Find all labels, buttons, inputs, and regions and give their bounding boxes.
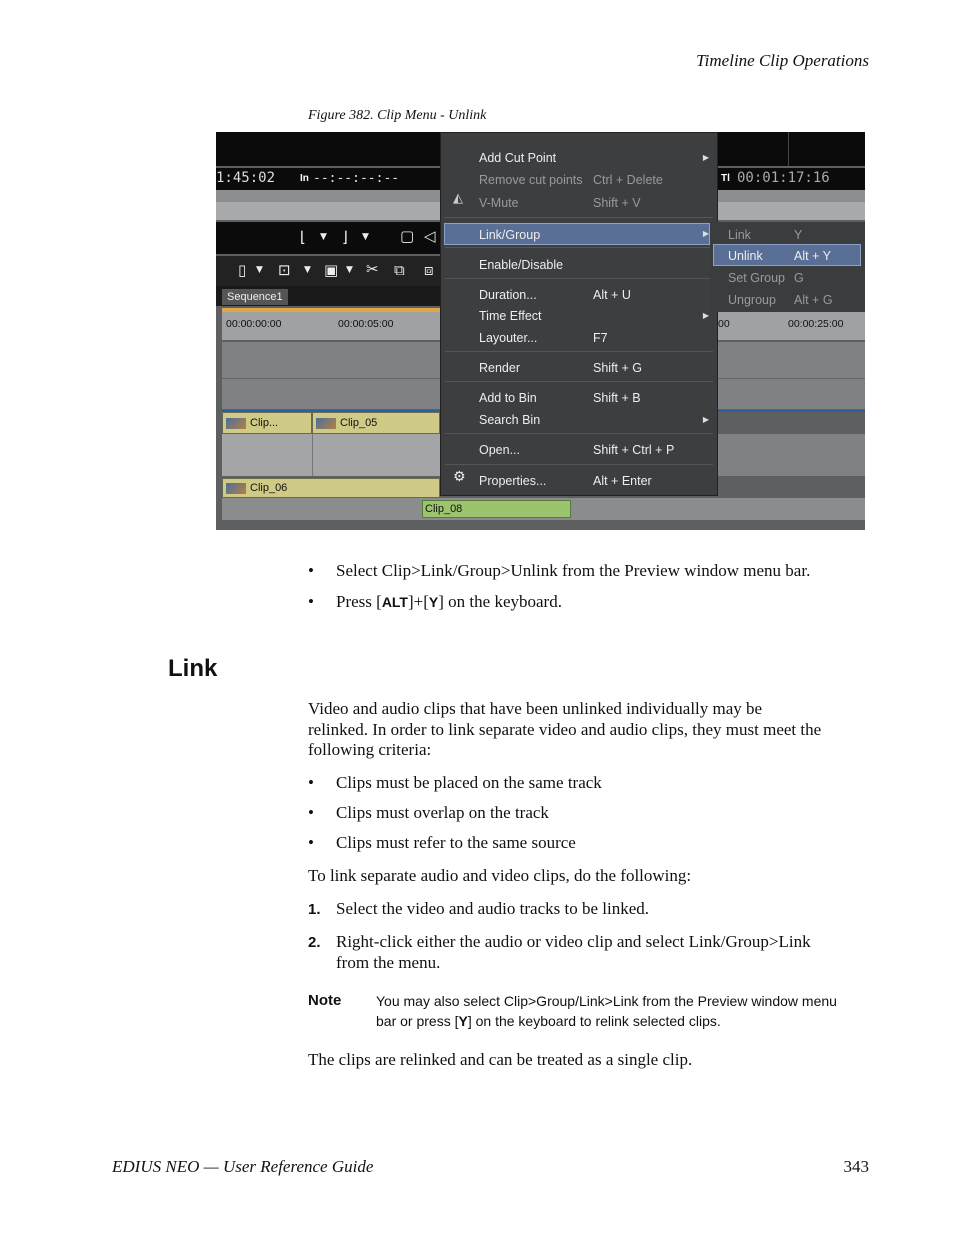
tab-sequence1[interactable]: Sequence1 — [222, 289, 288, 305]
menu-item-link-group[interactable]: Link/Group — [479, 228, 541, 242]
paste-icon[interactable]: ⧈ — [424, 261, 434, 279]
ruler-label: 00:00:00:00 — [226, 318, 282, 330]
rewind-icon[interactable]: ◁ — [424, 227, 436, 245]
shortcut: Alt + Enter — [593, 474, 652, 488]
running-header: Timeline Clip Operations — [696, 51, 869, 70]
menu-item-add-cut-point[interactable]: Add Cut Point — [479, 151, 557, 165]
submenu-arrow-icon: ▶ — [702, 311, 709, 320]
clip-thumbnail — [226, 418, 246, 429]
shortcut: Y — [794, 228, 803, 242]
dropdown-icon[interactable]: ▼ — [304, 265, 311, 275]
menu-item-time-effect[interactable]: Time Effect — [479, 309, 542, 323]
dropdown-icon[interactable]: ▼ — [346, 265, 353, 275]
clip-body — [222, 434, 441, 476]
total-timecode: 00:01:17:16 — [737, 170, 830, 186]
link-group-submenu — [710, 222, 865, 312]
clip-context-menu — [440, 132, 718, 496]
submenu-item-link[interactable]: Link — [728, 228, 751, 242]
shortcut: Alt + U — [593, 288, 631, 302]
note-label: Note — [308, 992, 342, 1009]
shortcut: Shift + Ctrl + P — [593, 443, 675, 457]
shortcut: Shift + V — [593, 196, 641, 210]
dropdown-icon[interactable]: ▼ — [320, 232, 327, 242]
clip-thumbnail — [226, 483, 246, 494]
menu-item-open[interactable]: Open... — [479, 443, 520, 457]
mark-out-icon[interactable]: ⌋ — [342, 228, 348, 246]
shortcut: Shift + G — [593, 361, 642, 375]
footer-guide-title: EDIUS NEO — User Reference Guide — [112, 1157, 374, 1176]
menu-item-enable-disable[interactable]: Enable/Disable — [479, 258, 564, 272]
steps-intro: To link separate audio and video clips, do the following: — [308, 866, 692, 885]
submenu-arrow-icon: ▶ — [702, 153, 709, 162]
shortcut: Shift + B — [593, 391, 641, 405]
clip[interactable]: Clip... — [222, 412, 312, 434]
shortcut: G — [794, 271, 804, 285]
save-icon[interactable]: ▣ — [324, 261, 339, 279]
section-heading: Link — [168, 655, 218, 682]
shortcut: Alt + G — [794, 293, 833, 307]
copy-icon[interactable]: ⧉ — [394, 261, 405, 279]
submenu-item-unlink[interactable]: Unlink — [728, 249, 763, 263]
tl-label: Tl — [721, 173, 730, 184]
key-y: Y — [428, 594, 439, 610]
intro-paragraph: Video and audio clips that have been unlinked individually may be relinked. In order to link separate video and audio clips, they must meet the following criteria: — [308, 699, 822, 759]
menu-item-remove-cut-points[interactable]: Remove cut points — [479, 173, 583, 187]
vmute-icon: ◭ — [453, 191, 463, 206]
stop-icon[interactable]: ▢ — [400, 227, 415, 245]
menu-item-layouter[interactable]: Layouter... — [479, 331, 538, 345]
in-label: In — [300, 173, 309, 184]
properties-icon: ⚙ — [453, 469, 466, 485]
submenu-item-ungroup[interactable]: Ungroup — [728, 293, 776, 307]
dropdown-icon[interactable]: ▼ — [256, 265, 263, 275]
menu-item-add-to-bin[interactable]: Add to Bin — [479, 391, 537, 405]
mark-in-icon[interactable]: ⌊ — [300, 228, 306, 246]
cut-icon[interactable]: ✂ — [366, 260, 379, 278]
menu-item-render[interactable]: Render — [479, 361, 520, 375]
note-text: You may also select Clip>Group/Link>Link from the Preview window menu bar or press [Y] on the keyboard to relink selected clips. — [376, 993, 837, 1029]
key-alt: ALT — [381, 594, 408, 610]
submenu-arrow-icon: ▶ — [702, 229, 709, 238]
new-icon[interactable]: ▯ — [238, 261, 247, 279]
menu-item-properties[interactable]: Properties... — [479, 474, 547, 488]
clip-08[interactable]: Clip_08 — [422, 500, 571, 518]
shortcut: Alt + Y — [794, 249, 831, 263]
clip-thumbnail — [316, 418, 336, 429]
shortcut: F7 — [593, 331, 608, 345]
step-item: 2. Right-click either the audio or video clip and select Link/Group>Link from the menu. — [308, 932, 811, 972]
clip-menu-screenshot — [216, 132, 865, 530]
figure-caption: Figure 382. Clip Menu - Unlink — [308, 108, 487, 123]
menu-item-search-bin[interactable]: Search Bin — [479, 413, 541, 427]
dropdown-icon[interactable]: ▼ — [362, 232, 369, 242]
timecode-current: 1:45:02 — [216, 170, 276, 186]
import-icon[interactable]: ⊡ — [278, 261, 291, 279]
shortcut: Ctrl + Delete — [593, 173, 663, 187]
page-number: 343 — [843, 1157, 869, 1176]
conclusion: The clips are relinked and can be treated as a single clip. — [308, 1050, 693, 1069]
submenu-arrow-icon: ▶ — [702, 415, 709, 424]
in-timecode: --:--:--:-- — [313, 171, 400, 186]
ruler-label: 00 — [718, 318, 730, 330]
submenu-item-set-group[interactable]: Set Group — [728, 271, 785, 285]
clip-05[interactable]: Clip_05 — [312, 412, 440, 434]
ruler-label: 00:00:05:00 — [338, 318, 394, 330]
menu-item-duration[interactable]: Duration... — [479, 288, 537, 302]
clip-06[interactable]: Clip_06 — [222, 478, 440, 498]
key-y: Y — [458, 1012, 468, 1029]
ruler-label: 00:00:25:00 — [788, 318, 844, 330]
menu-item-v-mute[interactable]: V-Mute — [479, 196, 519, 210]
